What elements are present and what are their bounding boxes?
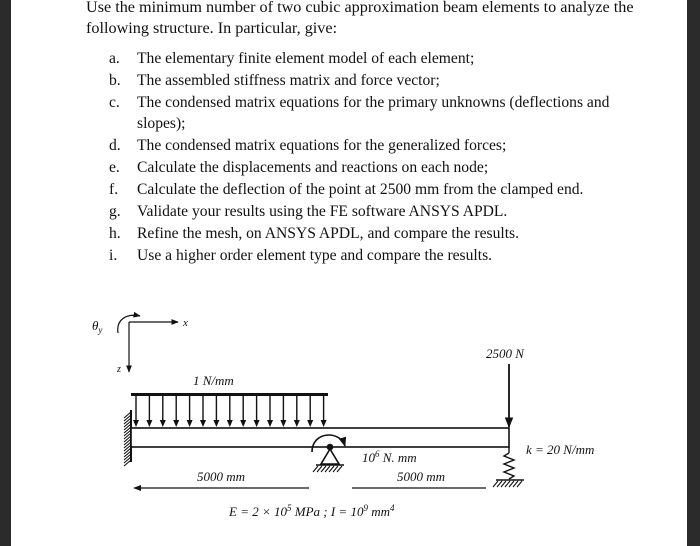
clamp-hatch-line: [124, 424, 131, 430]
clamp-hatching: [124, 412, 131, 466]
load-arrowhead: [307, 420, 313, 427]
load-arrowhead: [213, 420, 219, 427]
clamp-hatch-line: [124, 451, 131, 457]
load-arrowhead: [240, 420, 246, 427]
distributed-load-arrows: [133, 396, 327, 427]
clamp-hatch-line: [124, 454, 131, 460]
load-arrowhead: [254, 420, 260, 427]
beam-structure-figure: [0, 300, 690, 546]
load-arrowhead: [294, 420, 300, 427]
task-item: [103, 157, 648, 178]
distributed-load-label: 1 N/mm: [193, 373, 234, 388]
task-marker: d.: [109, 137, 121, 154]
load-arrowhead: [187, 420, 193, 427]
task-text: Calculate the deflection of the point at 2500 mm from the clamped end.: [137, 181, 584, 198]
task-marker: h.: [109, 225, 121, 242]
task-marker: f.: [109, 181, 119, 198]
task-text: The assembled stiffness matrix and force vector;: [137, 72, 440, 89]
coordinate-axes: [118, 315, 178, 372]
theta-axis-label: $\theta_y$: [92, 318, 103, 335]
task-item: [103, 70, 648, 91]
span-left-label: 5000 mm: [197, 469, 246, 484]
task-item: [103, 179, 648, 200]
task-text: The elementary finite element model of each element;: [137, 50, 475, 67]
clamp-hatch-line: [124, 433, 131, 439]
clamp-hatch-line: [124, 418, 131, 424]
task-text: The condensed matrix equations for the primary unknowns (deflections and slopes);: [137, 94, 610, 132]
clamp-hatch-line: [124, 430, 131, 436]
task-text: Refine the mesh, on ANSYS APDL, and compare the results.: [137, 225, 519, 242]
load-arrowhead: [321, 420, 327, 427]
load-arrowhead: [267, 420, 273, 427]
load-arrowhead: [280, 420, 286, 427]
clamp-hatch-line: [124, 442, 131, 448]
material-properties: $E = 2 \times 10^5$ MPa ; $I = 10^9$ $mm^4$: [229, 503, 395, 519]
task-marker: e.: [109, 159, 120, 176]
clamp-hatch-line: [124, 439, 131, 445]
task-item: [103, 201, 648, 222]
clamp-hatch-line: [124, 457, 131, 463]
moment-label: $10^6$ N. mm: [362, 449, 417, 465]
pin-triangle: [321, 449, 339, 464]
task-marker: i.: [109, 247, 118, 264]
task-marker: a.: [109, 50, 120, 67]
clamp-hatch-line: [124, 448, 131, 454]
load-arrowhead: [173, 420, 179, 427]
spring-label: k = 20 N/mm: [526, 442, 595, 457]
clamp-hatch-line: [124, 436, 131, 442]
pin-hatching: [313, 466, 342, 472]
task-item: [103, 245, 648, 266]
x-axis-label: x: [183, 317, 188, 329]
dimension-arrowhead: [133, 485, 141, 491]
clamp-hatch-line: [124, 427, 131, 433]
spring-coil: [504, 453, 514, 479]
load-arrowhead: [146, 420, 152, 427]
load-arrowhead: [160, 420, 166, 427]
task-text: Use a higher order element type and compare the results.: [137, 247, 493, 264]
span-right-label: 5000 mm: [397, 469, 446, 484]
clamp-hatch-line: [124, 460, 131, 466]
spring-hatching: [493, 481, 522, 487]
task-item: [103, 92, 648, 134]
point-load-label: 2500 N: [486, 346, 524, 361]
task-marker: g.: [109, 203, 121, 220]
load-arrowhead: [133, 420, 139, 427]
task-item: [103, 135, 648, 156]
task-marker: b.: [109, 72, 121, 89]
task-item: [103, 48, 648, 69]
clamp-hatch-line: [124, 445, 131, 451]
clamp-hatch-line: [124, 421, 131, 427]
load-arrowhead: [200, 420, 206, 427]
clamp-hatch-line: [124, 412, 131, 418]
task-marker: c.: [109, 94, 120, 111]
load-arrowhead: [227, 420, 233, 427]
task-item: [103, 223, 648, 244]
task-text: The condensed matrix equations for the generalized forces;: [137, 137, 507, 154]
task-text: Calculate the displacements and reactions on each node;: [137, 159, 489, 176]
problem-intro: Use the minimum number of two cubic approximation beam elements to analyze the following structure. In particular, give:: [86, 0, 634, 37]
clamp-hatch-line: [124, 415, 131, 421]
z-axis-label: z: [117, 364, 121, 375]
task-list: [103, 48, 648, 267]
load-top-bar: [131, 393, 328, 396]
task-text: Validate your results using the FE software ANSYS APDL.: [137, 203, 508, 220]
